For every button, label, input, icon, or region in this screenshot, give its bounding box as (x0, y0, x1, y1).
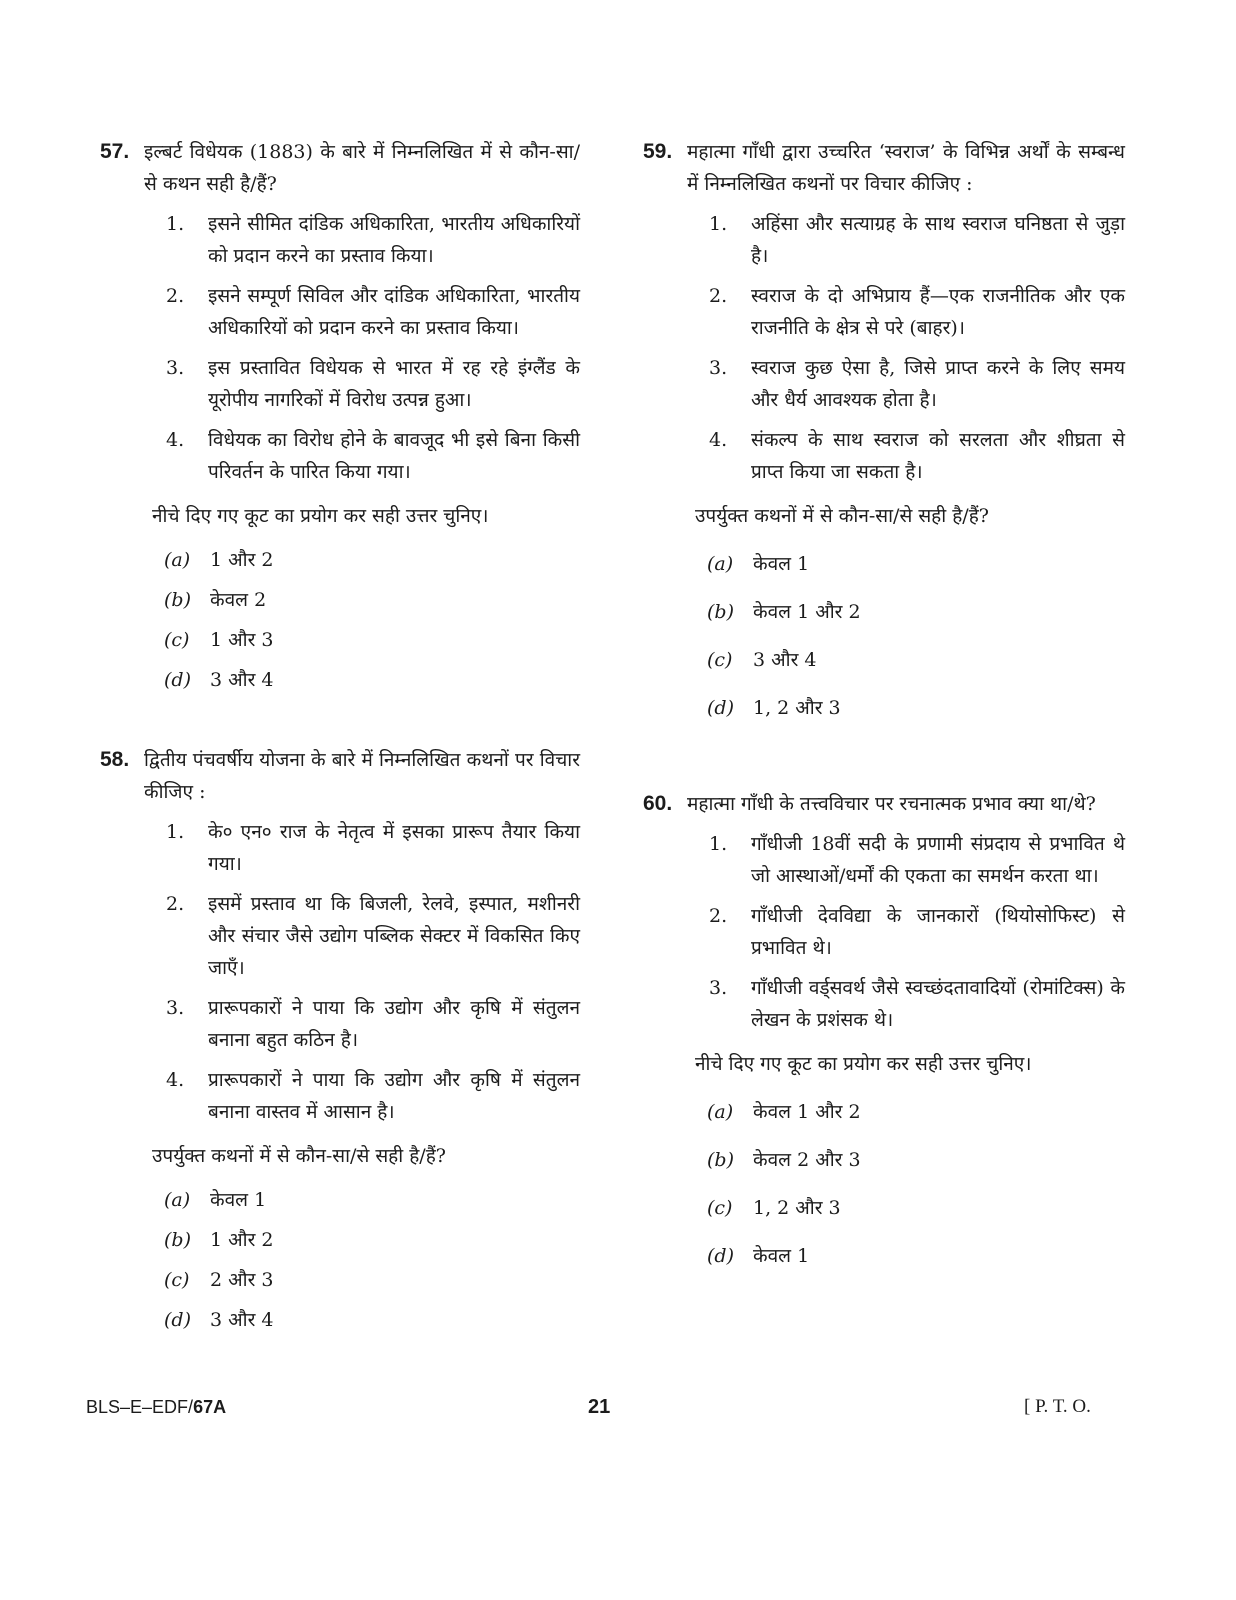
question-number: 59. (643, 140, 673, 163)
option-text: 1 और 2 (210, 1229, 274, 1251)
page-number: 21 (588, 1396, 611, 1418)
statement-number: 4. (166, 1069, 185, 1091)
statement-text: इसने सम्पूर्ण सिविल और दांडिक अधिकारिता, भारतीय अधिकारियों को प्रदान करने का प्रस्ताव किया। (208, 285, 580, 339)
option-text: केवल 2 (210, 589, 267, 611)
question-stem: इल्बर्ट विधेयक (1883) के बारे में निम्नलिखित में से कौन-सा/से कथन सही है/हैं? (144, 141, 580, 195)
statement-number: 4. (709, 429, 728, 451)
question-stem: महात्मा गाँधी के तत्त्वविचार पर रचनात्मक प्रभाव क्या था/थे? (687, 793, 1096, 815)
option-c[interactable] (707, 636, 1125, 684)
option-a[interactable] (707, 1088, 1125, 1136)
option-c[interactable] (707, 1184, 1125, 1232)
please-turn-over: [ P. T. O. (1024, 1396, 1091, 1417)
statement (166, 208, 580, 272)
statement (166, 280, 580, 344)
option-a[interactable] (164, 1180, 580, 1220)
question-stem: महात्मा गाँधी द्वारा उच्चरित ‘स्वराज’ के विभिन्न अर्थों के सम्बन्ध में निम्नलिखित कथनों पर विचार कीजिए : (687, 141, 1125, 195)
left-column (100, 136, 580, 1380)
question-number: 60. (643, 792, 673, 815)
statement (709, 424, 1125, 488)
option-text: 1 और 3 (210, 629, 274, 651)
option-label: (a) (164, 549, 191, 571)
answer-instruction: उपर्युक्त कथनों में से कौन-सा/से सही है/हैं? (152, 1145, 446, 1167)
option-label: (d) (164, 1309, 191, 1331)
statement-number: 2. (166, 893, 185, 915)
statement-number: 3. (709, 977, 728, 999)
booklet-code-prefix: BLS–E–EDF/ (86, 1397, 194, 1417)
question-58 (100, 744, 580, 1340)
statement-text: गाँधीजी 18वीं सदी के प्रणामी संप्रदाय से प्रभावित थे जो आस्थाओं/धर्मों की एकता का समर्थन करता था। (751, 833, 1125, 887)
option-text: 3 और 4 (210, 669, 274, 691)
option-text: केवल 2 और 3 (753, 1149, 861, 1171)
question-stem: द्वितीय पंचवर्षीय योजना के बारे में निम्नलिखित कथनों पर विचार कीजिए : (144, 749, 580, 803)
statement-number: 1. (709, 213, 728, 235)
statement-number: 2. (709, 285, 728, 307)
statement (166, 1064, 580, 1128)
statement (709, 352, 1125, 416)
option-b[interactable] (707, 588, 1125, 636)
statement-text: प्रारूपकारों ने पाया कि उद्योग और कृषि में संतुलन बनाना बहुत कठिन है। (208, 997, 580, 1051)
option-text: 3 और 4 (210, 1309, 274, 1331)
option-d[interactable] (164, 660, 580, 700)
statement-number: 2. (709, 905, 728, 927)
statement (709, 900, 1125, 964)
option-a[interactable] (707, 540, 1125, 588)
option-text: केवल 1 (753, 1245, 810, 1267)
question-57 (100, 136, 580, 700)
statement-text: स्वराज के दो अभिप्राय हैं—एक राजनीतिक और एक राजनीति के क्षेत्र से परे (बाहर)। (751, 285, 1125, 339)
booklet-code (86, 1393, 226, 1421)
statement-text: अहिंसा और सत्याग्रह के साथ स्वराज घनिष्ठता से जुड़ा है। (751, 213, 1125, 267)
option-label: (c) (164, 629, 190, 651)
statement-text: गाँधीजी देवविद्या के जानकारों (थियोसोफिस्ट) से प्रभावित थे। (751, 905, 1125, 959)
option-c[interactable] (164, 1260, 580, 1300)
option-label: (c) (164, 1269, 190, 1291)
statement (709, 208, 1125, 272)
option-label: (a) (164, 1189, 191, 1211)
statement-text: गाँधीजी वर्ड्सवर्थ जैसे स्वच्छंदतावादियों (रोमांटिक्स) के लेखन के प्रशंसक थे। (751, 977, 1125, 1031)
answer-instruction: नीचे दिए गए कूट का प्रयोग कर सही उत्तर चुनिए। (152, 505, 489, 527)
option-b[interactable] (164, 1220, 580, 1260)
statement-text: इसमें प्रस्ताव था कि बिजली, रेलवे, इस्पात, मशीनरी और संचार जैसे उद्योग पब्लिक सेक्टर में विकसित किए जाएँ। (208, 893, 580, 979)
option-text: 1, 2 और 3 (753, 697, 841, 719)
option-list (687, 1088, 1125, 1280)
option-label: (a) (707, 553, 734, 575)
statement (166, 352, 580, 416)
option-text: 2 और 3 (210, 1269, 274, 1291)
statement-number: 4. (166, 429, 185, 451)
question-60 (643, 788, 1125, 1280)
option-d[interactable] (164, 1300, 580, 1340)
statement-list (687, 828, 1125, 1036)
option-text: केवल 1 और 2 (753, 601, 861, 623)
option-label: (b) (164, 589, 191, 611)
statement-number: 2. (166, 285, 185, 307)
option-b[interactable] (164, 580, 580, 620)
option-list (144, 1180, 580, 1340)
option-c[interactable] (164, 620, 580, 660)
option-d[interactable] (707, 684, 1125, 732)
statement-text: प्रारूपकारों ने पाया कि उद्योग और कृषि में संतुलन बनाना वास्तव में आसान है। (208, 1069, 580, 1123)
statement-number: 3. (166, 357, 185, 379)
booklet-code-series: 67A (193, 1397, 227, 1417)
option-label: (d) (164, 669, 191, 691)
question-59 (643, 136, 1125, 732)
statement-number: 3. (166, 997, 185, 1019)
statement-text: स्वराज कुछ ऐसा है, जिसे प्राप्त करने के लिए समय और धैर्य आवश्यक होता है। (751, 357, 1125, 411)
answer-instruction: उपर्युक्त कथनों में से कौन-सा/से सही है/हैं? (695, 505, 989, 527)
option-label: (b) (707, 1149, 734, 1171)
statement (709, 828, 1125, 892)
statement-number: 3. (709, 357, 728, 379)
option-label: (d) (707, 1245, 734, 1267)
option-b[interactable] (707, 1136, 1125, 1184)
option-text: केवल 1 (753, 553, 810, 575)
statement-list (144, 208, 580, 488)
option-label: (c) (707, 1197, 733, 1219)
option-text: 3 और 4 (753, 649, 817, 671)
statement (166, 888, 580, 984)
option-label: (b) (707, 601, 734, 623)
statement (709, 972, 1125, 1036)
statement-text: इसने सीमित दांडिक अधिकारिता, भारतीय अधिकारियों को प्रदान करने का प्रस्ताव किया। (208, 213, 580, 267)
option-text: 1, 2 और 3 (753, 1197, 841, 1219)
option-label: (d) (707, 697, 734, 719)
statement-text: संकल्प के साथ स्वराज को सरलता और शीघ्रता से प्राप्त किया जा सकता है। (751, 429, 1125, 483)
answer-instruction: नीचे दिए गए कूट का प्रयोग कर सही उत्तर चुनिए। (695, 1053, 1032, 1075)
option-a[interactable] (164, 540, 580, 580)
option-text: केवल 1 (210, 1189, 267, 1211)
statement (166, 816, 580, 880)
statement-text: के० एन० राज के नेतृत्व में इसका प्रारूप तैयार किया गया। (208, 821, 580, 875)
option-label: (c) (707, 649, 733, 671)
option-d[interactable] (707, 1232, 1125, 1280)
statement-number: 1. (709, 833, 728, 855)
option-text: 1 और 2 (210, 549, 274, 571)
statement (709, 280, 1125, 344)
option-text: केवल 1 और 2 (753, 1101, 861, 1123)
option-list (144, 540, 580, 700)
question-number: 57. (100, 140, 130, 163)
statement-number: 1. (166, 821, 185, 843)
question-number: 58. (100, 748, 130, 771)
option-label: (a) (707, 1101, 734, 1123)
statement-text: इस प्रस्तावित विधेयक से भारत में रह रहे इंग्लैंड के यूरोपीय नागरिकों में विरोध उत्पन्न हुआ। (208, 357, 580, 411)
option-list (687, 540, 1125, 732)
right-column (643, 136, 1125, 1320)
statement (166, 424, 580, 488)
statement (166, 992, 580, 1056)
option-label: (b) (164, 1229, 191, 1251)
statement-list (144, 816, 580, 1128)
statement-number: 1. (166, 213, 185, 235)
statement-text: विधेयक का विरोध होने के बावजूद भी इसे बिना किसी परिवर्तन के पारित किया गया। (208, 429, 580, 483)
statement-list (687, 208, 1125, 488)
